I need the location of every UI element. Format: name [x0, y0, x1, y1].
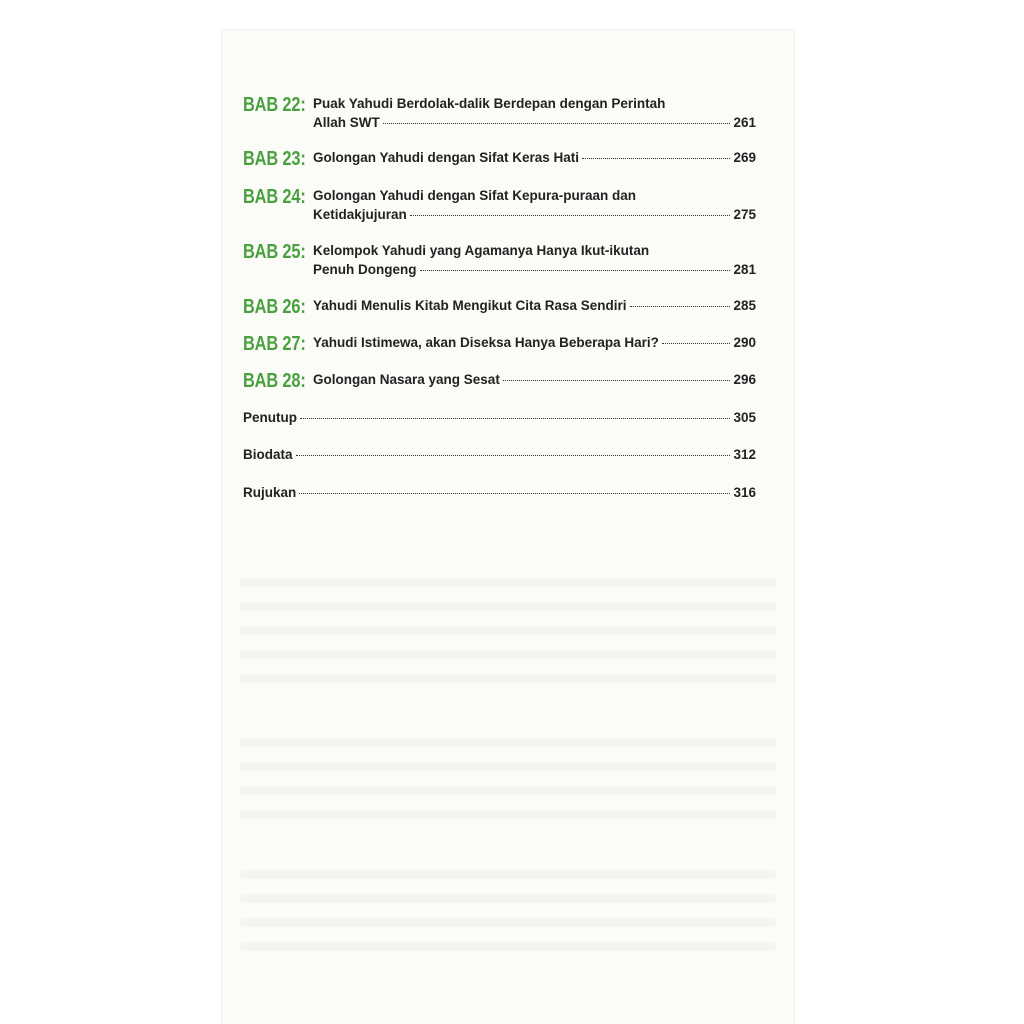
leader-dots: [662, 343, 731, 344]
page-number: 290: [733, 335, 756, 350]
leader-dots: [503, 380, 731, 381]
chapter-number: BAB 24:: [243, 186, 306, 208]
faint-text-line: [240, 870, 776, 879]
leader-dots: [296, 455, 731, 456]
chapter-number: BAB 27:: [243, 333, 306, 355]
leader-dots: [410, 215, 731, 216]
entry-title: Golongan Nasara yang Sesat: [313, 372, 500, 387]
leader-dots: [630, 306, 731, 307]
entry-title: Yahudi Istimewa, akan Diseksa Hanya Beberapa Hari?: [313, 335, 659, 350]
leader-dots: [300, 418, 730, 419]
entry-title: Penuh Dongeng: [313, 262, 417, 277]
entry-title: Golongan Yahudi dengan Sifat Keras Hati: [313, 150, 580, 165]
faint-text-line: [240, 626, 776, 635]
leader-dots: [420, 270, 731, 271]
page-number: 312: [733, 447, 756, 462]
entry-title: Yahudi Menulis Kitab Mengikut Cita Rasa Sendiri: [313, 298, 627, 313]
entry-title: Kelompok Yahudi yang Agamanya Hanya Ikut-ikutan: [313, 243, 650, 258]
leader-dots: [299, 493, 730, 494]
entry-title: Allah SWT: [313, 115, 380, 130]
leader-dots: [383, 123, 731, 124]
faint-text-line: [240, 602, 776, 611]
entry-title: Biodata: [243, 447, 293, 462]
chapter-number: BAB 25:: [243, 241, 306, 263]
faint-text-line: [240, 738, 776, 747]
chapter-number: BAB 26:: [243, 296, 306, 318]
entry-title: Ketidakjujuran: [313, 207, 407, 222]
page-number: 316: [733, 485, 756, 500]
faint-text-line: [240, 650, 776, 659]
faint-text-line: [240, 786, 776, 795]
faint-text-line: [240, 762, 776, 771]
faint-text-line: [240, 918, 776, 927]
page-number: 305: [733, 410, 756, 425]
page-number: 269: [733, 150, 756, 165]
faint-text-line: [240, 894, 776, 903]
page-number: 285: [733, 298, 756, 313]
leader-dots: [582, 158, 730, 159]
page-number: 296: [733, 372, 756, 387]
book-page: [222, 30, 794, 1024]
entry-title: Golongan Yahudi dengan Sifat Kepura-puraan dan: [313, 188, 637, 203]
faint-text-line: [240, 942, 776, 951]
faint-text-line: [240, 578, 776, 587]
chapter-number: BAB 23:: [243, 148, 306, 170]
entry-title: Penutup: [243, 410, 297, 425]
page-number: 275: [733, 207, 756, 222]
entry-title: Rujukan: [243, 485, 297, 500]
chapter-number: BAB 22:: [243, 94, 306, 116]
chapter-number: BAB 28:: [243, 370, 306, 392]
entry-title: Puak Yahudi Berdolak-dalik Berdepan dengan Perintah: [313, 96, 666, 111]
page-number: 261: [733, 115, 756, 130]
faint-text-line: [240, 810, 776, 819]
faint-text-line: [240, 674, 776, 683]
page-number: 281: [733, 262, 756, 277]
